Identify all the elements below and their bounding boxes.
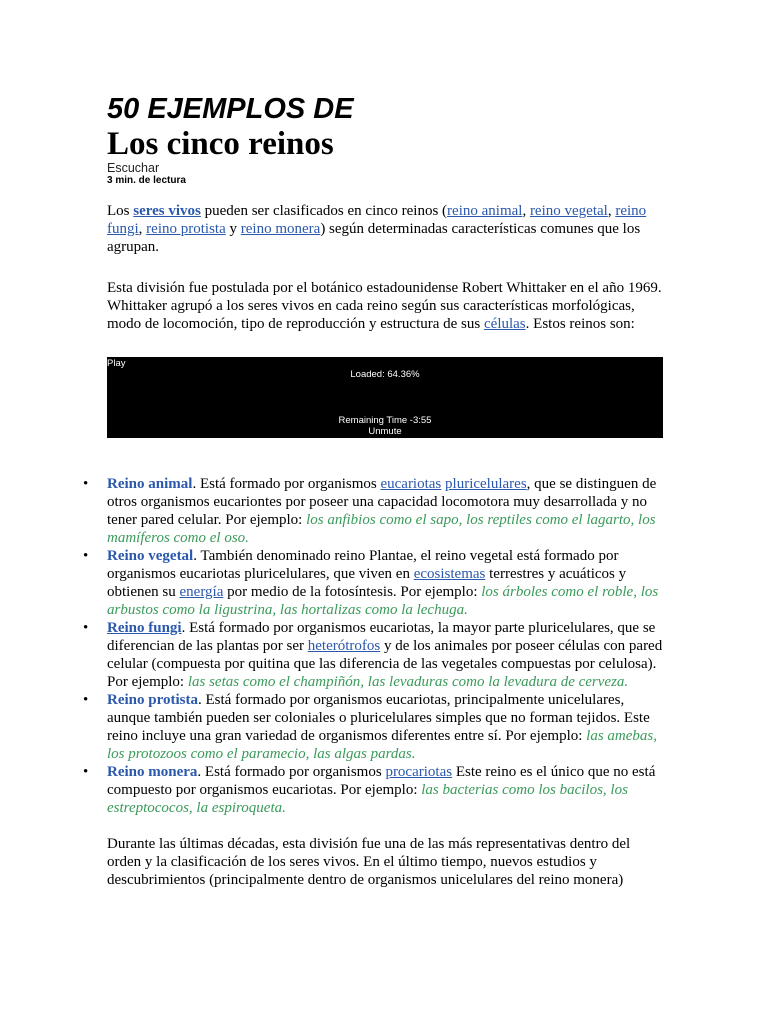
- vegetal-examples: los árboles como el roble, los arbustos como la ligustrina, las hortalizas como la lechuga.: [107, 584, 659, 618]
- kingdom-name-vegetal: Reino vegetal: [107, 548, 194, 564]
- intro-sep-1: ,: [522, 203, 530, 219]
- protista-examples: las amebas, los protozoos como el paramecio, las algas pardas.: [107, 728, 658, 762]
- intro-sep-2: ,: [607, 203, 616, 219]
- kingdom-name-fungi[interactable]: Reino fungi: [107, 620, 182, 636]
- link-procariotas[interactable]: procariotas: [385, 764, 453, 780]
- fungi-text-2: y de los animales por poseer células con pared celular (compuesta por quitina que las diferencia de las vegetales compuestas por celulosa). Por ejemplo:: [107, 638, 663, 690]
- link-heterotrofos[interactable]: heterótrofos: [307, 638, 381, 654]
- link-reino-fungi[interactable]: reino fungi: [107, 203, 647, 237]
- loaded-status: Loaded: 64.36%: [350, 369, 420, 380]
- bullet-icon: •: [83, 548, 89, 564]
- list-item-monera: [83, 763, 663, 817]
- kingdom-name-monera: Reino monera: [107, 764, 198, 780]
- read-time: 3 min. de lectura: [107, 175, 186, 186]
- link-reino-animal[interactable]: reino animal: [447, 203, 523, 219]
- listen-button[interactable]: Escuchar: [107, 161, 160, 175]
- link-celulas[interactable]: células: [484, 316, 526, 332]
- link-reino-vegetal[interactable]: reino vegetal: [529, 203, 608, 219]
- closing-paragraph: Durante las últimas décadas, esta división fue una de las más representativas dentro del orden y la clasificación de los seres vivos. En el último tiempo, nuevos estudios y descubrimientos (principalmente dentro de organismos unicelulares del reino monera): [107, 836, 631, 888]
- list-item-vegetal: [83, 547, 663, 619]
- bullet-icon: •: [83, 764, 89, 780]
- link-reino-monera[interactable]: reino monera: [240, 221, 321, 237]
- link-eucariotas[interactable]: eucariotas: [380, 476, 442, 492]
- bullet-icon: •: [83, 692, 89, 708]
- list-item-animal: [83, 475, 663, 547]
- link-pluricelulares[interactable]: pluricelulares: [445, 476, 527, 492]
- animal-text-2: , que se distinguen de otros organismos eucariontes por poseer una capacidad locomotora muy desarrollada y no tener pared celular. Por ejemplo:: [107, 476, 657, 528]
- vegetal-text-1: . También denominado reino Plantae, el reino vegetal está formado por organismos eucariotas pluricelulares, que viven en: [107, 548, 619, 582]
- link-ecosistemas[interactable]: ecosistemas: [413, 566, 486, 582]
- protista-text-1: . Está formado por organismos eucariotas, principalmente unicelulares, aunque también pueden ser coloniales o pluricelulares simples que no forman tejidos. Este reino incluye una gran variedad de organismos diferentes entre sí. Por ejemplo:: [107, 692, 650, 744]
- remaining-time: Remaining Time -3:55: [338, 415, 432, 426]
- list-item-fungi: [83, 619, 663, 691]
- intro-text-3: ) según determinadas características comunes que los agrupan.: [107, 221, 641, 255]
- animal-examples: los anfibios como el sapo, los reptiles como el lagarto, los mamíferos como el oso.: [107, 512, 656, 546]
- page-title: Los cinco reinos: [107, 126, 334, 162]
- article-kicker: 50 EJEMPLOS DE: [107, 93, 354, 125]
- link-seres-vivos[interactable]: seres vivos: [133, 203, 201, 219]
- intro-text-2: pueden ser clasificados en cinco reinos (: [200, 203, 448, 219]
- play-button[interactable]: Play: [107, 358, 126, 369]
- article-content: [83, 93, 663, 889]
- intro-text-1: Los: [107, 203, 134, 219]
- intro-sep-3: ,: [138, 221, 147, 237]
- monera-text-2: Este reino es el único que no está compuesto por organismos eucariotas. Por ejemplo:: [107, 764, 656, 798]
- vegetal-text-2: terrestres y acuáticos y obtienen su: [107, 566, 627, 600]
- bullet-icon: •: [83, 476, 89, 492]
- unmute-button[interactable]: Unmute: [368, 426, 402, 437]
- fungi-examples: las setas como el champiñón, las levaduras como la levadura de cerveza.: [187, 674, 629, 690]
- intro-sep-4: y: [225, 221, 241, 237]
- link-energia[interactable]: energía: [179, 584, 224, 600]
- intro-paragraph: [107, 202, 663, 256]
- audio-player[interactable]: [107, 357, 663, 438]
- whittaker-text-1: Esta división fue postulada por el botánico estadounidense Robert Whittaker en el año 1969. Whittaker agrupó a los seres vivos en cada reino según sus características morfológicas, modo de locomoción, tipo de reproducción y estructura de sus: [107, 280, 662, 332]
- monera-text-1: . Está formado por organismos: [197, 764, 386, 780]
- kingdom-name-animal: Reino animal: [107, 476, 193, 492]
- animal-text-1: . Está formado por organismos: [192, 476, 381, 492]
- whittaker-text-2: . Estos reinos son:: [525, 316, 635, 332]
- kingdom-list: [83, 475, 663, 817]
- list-item-protista: [83, 691, 663, 763]
- kingdom-name-protista: Reino protista: [107, 692, 198, 708]
- whittaker-paragraph: [107, 279, 663, 333]
- vegetal-text-3: por medio de la fotosíntesis. Por ejemplo:: [223, 584, 482, 600]
- bullet-icon: •: [83, 620, 89, 636]
- fungi-text-1: . Está formado por organismos eucariotas, la mayor parte pluricelulares, que se diferencian de las plantas por ser: [107, 620, 656, 654]
- link-reino-protista[interactable]: reino protista: [146, 221, 226, 237]
- monera-examples: las bacterias como los bacilos, los estreptococos, la espiroqueta.: [107, 782, 628, 816]
